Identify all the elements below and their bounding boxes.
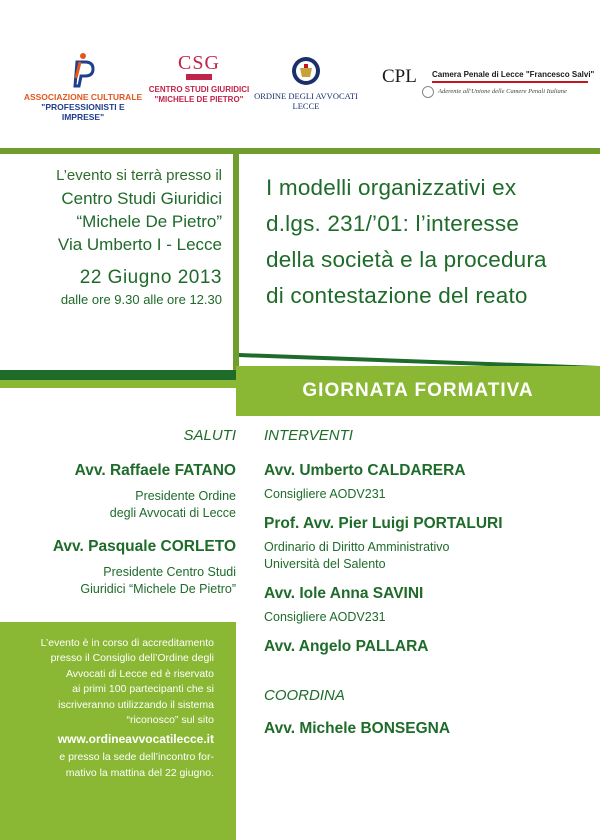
title-line1: I modelli organizzativi ex — [266, 175, 517, 200]
speaker-role: Ordinario di Diritto Amministrativo — [264, 540, 450, 554]
ordine-logo-line2: LECCE — [292, 101, 320, 111]
event-hours: dalle ore 9.30 alle ore 12.30 — [60, 292, 222, 307]
speaker-role: Giuridici “Michele De Pietro” — [80, 582, 236, 596]
interventi-heading: INTERVENTI — [264, 427, 353, 444]
event-date: 22 Giugno 2013 — [79, 267, 222, 288]
speaker-entry — [10, 536, 236, 598]
header-logos — [0, 0, 600, 148]
speaker-entry — [264, 513, 594, 573]
ucpi-seal-icon — [422, 86, 434, 98]
logo-associazione-professionisti — [20, 48, 146, 122]
speaker-name: Avv. Raffaele FATANO — [74, 462, 236, 479]
speaker-role: Università del Salento — [264, 557, 386, 571]
speaker-name: Avv. Pasquale CORLETO — [52, 538, 236, 555]
cpl-logo-mark: CPL — [382, 66, 417, 87]
csg-logo-line1: CENTRO STUDI GIURIDICI — [148, 85, 250, 94]
accreditation-line: Avvocati di Lecce ed è riservato — [65, 667, 214, 680]
cpl-red-rule — [432, 81, 588, 83]
logo-centro-studi-giuridici — [144, 52, 254, 105]
giornata-formativa-banner: GIORNATA FORMATIVA — [302, 380, 534, 401]
speaker-entry — [264, 583, 594, 626]
accreditation-text — [14, 636, 214, 781]
speaker-name: Avv. Umberto CALDARERA — [264, 462, 466, 479]
csg-logo-bar — [186, 74, 212, 80]
speaker-role: Consigliere AODV231 — [264, 487, 386, 501]
speaker-role: Presidente Centro Studi — [103, 565, 236, 579]
ap-logo-line2: "PROFESSIONISTI E IMPRESE" — [41, 102, 125, 122]
speaker-entry — [264, 460, 594, 503]
coordinator-name: Avv. Michele BONSEGNA — [264, 720, 451, 737]
speaker-name: Avv. Iole Anna SAVINI — [264, 585, 424, 602]
venue-address: Via Umberto I - Lecce — [57, 235, 222, 254]
accreditation-line: “riconosco” sul sito — [126, 714, 214, 727]
ap-logo-line1: ASSOCIAZIONE CULTURALE — [23, 92, 143, 102]
event-title — [266, 170, 592, 314]
interventi-column — [264, 426, 594, 740]
accreditation-line: ai primi 100 partecipanti che si — [72, 683, 214, 696]
speaker-role: Consigliere AODV231 — [264, 610, 386, 624]
csg-logo-line2: "MICHELE DE PIETRO" — [154, 95, 244, 104]
logo-ordine-avvocati — [250, 55, 362, 111]
speaker-entry — [10, 460, 236, 522]
coordina-heading: COORDINA — [264, 687, 345, 704]
venue-name-line2: “Michele De Pietro” — [76, 212, 222, 231]
ordine-website-link[interactable]: www.ordineavvocatilecce.it — [57, 732, 214, 747]
accreditation-line: iscriveranno utilizzando il sistema — [58, 698, 214, 711]
title-line3: della società e la procedura — [266, 247, 547, 272]
ordine-seal-icon — [291, 55, 321, 87]
speaker-name: Avv. Angelo PALLARA — [264, 638, 429, 655]
event-info — [0, 165, 222, 308]
saluti-column — [10, 426, 236, 612]
title-line2: d.lgs. 231/’01: l’interesse — [266, 211, 520, 236]
accreditation-box — [0, 622, 236, 840]
speaker-role: degli Avvocati di Lecce — [109, 506, 236, 520]
cpl-logo-line1: Camera Penale di Lecce "Francesco Salvi" — [432, 70, 595, 79]
venue-intro: L’evento si terrà presso il — [56, 167, 222, 184]
saluti-heading: SALUTI — [183, 427, 236, 444]
speaker-entry — [264, 636, 594, 658]
accreditation-line: presso il Consiglio dell’Ordine degli — [50, 652, 214, 665]
venue-name-line1: Centro Studi Giuridici — [61, 189, 222, 208]
accreditation-line: mativo la mattina del 22 giugno. — [65, 766, 214, 779]
accreditation-line: L’evento è in corso di accreditamento — [40, 637, 214, 649]
accreditation-line: e presso la sede dell’incontro for- — [59, 751, 214, 764]
ordine-logo-line1: ORDINE DEGLI AVVOCATI — [254, 91, 358, 101]
cpl-logo-line2: Aderente all'Unione delle Camere Penali Italiane — [438, 88, 567, 95]
csg-logo-mark: CSG — [178, 52, 220, 74]
speaker-role: Presidente Ordine — [135, 489, 236, 503]
ap-logo-icon — [63, 48, 103, 88]
title-line4: di contestazione del reato — [266, 283, 528, 308]
speaker-name: Prof. Avv. Pier Luigi PORTALURI — [264, 515, 503, 532]
